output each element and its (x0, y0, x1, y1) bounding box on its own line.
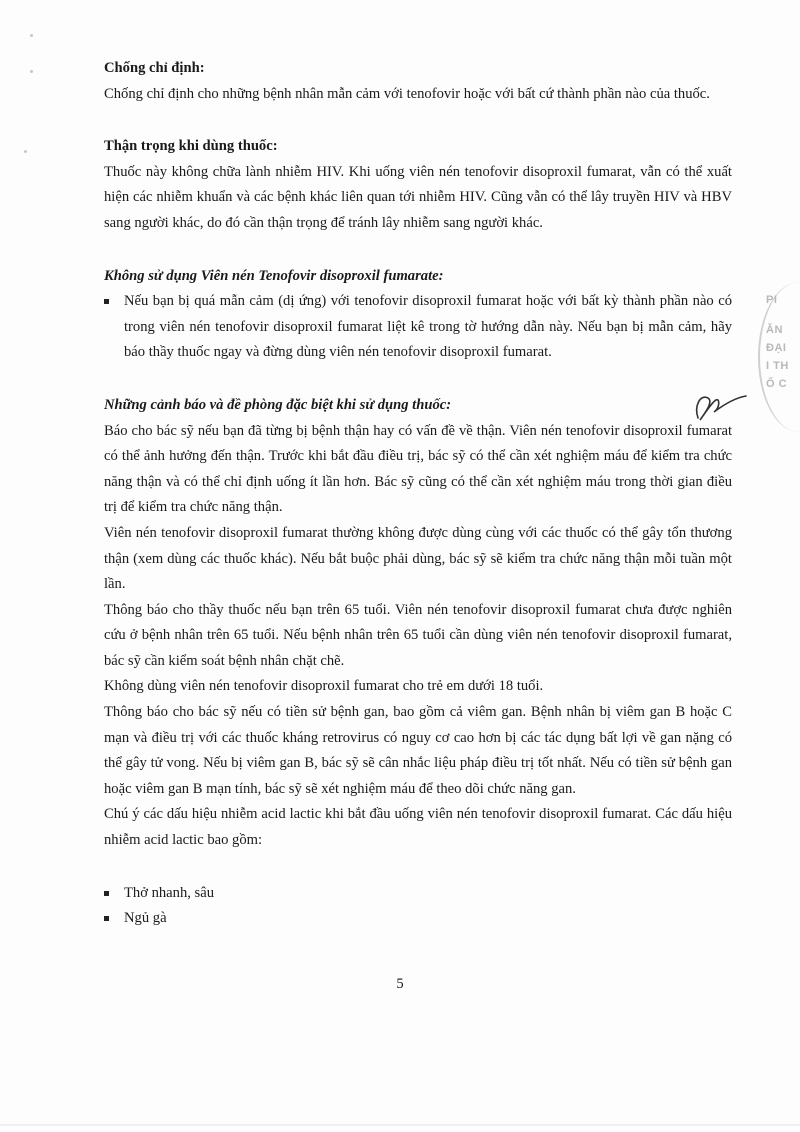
warnings-paragraph: Báo cho bác sỹ nếu bạn đã từng bị bệnh thận hay có vấn đề về thận. Viên nén tenofovir disoproxil fumarat có thể ảnh hưởng đến thận. Trước khi bắt đầu điều trị, bác sỹ có thể cần xét nghiệm máu để kiểm tra chức năng thận và có thể chỉ định uống ít lần hơn. Bác sỹ cũng có thể cần xét nghiệm máu trong thời gian điều trị để kiểm tra chức năng thận. (104, 422, 732, 516)
precautions-heading: Thận trọng khi dùng thuốc: (104, 138, 278, 155)
warnings-heading: Những cảnh báo và đề phòng đặc biệt khi sử dụng thuốc: (104, 396, 452, 413)
warnings-paragraph: Thông báo cho thầy thuốc nếu bạn trên 65 tuổi. Viên nén tenofovir disoproxil fumarat chưa được nghiên cứu ở bệnh nhân trên 65 tuổi. Nếu bệnh nhân trên 65 tuổi cần dùng viên nén tenofovir disoproxil fumarat, bác sỹ cần kiểm soát bệnh nhân chặt chẽ. (104, 601, 732, 669)
precautions-text: Thuốc này không chữa lành nhiễm HIV. Khi uống viên nén tenofovir disoproxil fumarat, vẫn có thể xuất hiện các nhiễm khuẩn và các bệnh khác liên quan tới nhiễm HIV. Cũng vẫn có thể lây truyền HIV và HBV sang người khác, do đó cần thận trọng để tránh lây nhiễm sang người khác. (104, 163, 732, 231)
list-item: Nếu bạn bị quá mẫn cảm (dị ứng) với tenofovir disoproxil fumarat hoặc với bất kỳ thành phần nào có trong viên nén tenofovir disoproxil fumarat liệt kê trong tờ hướng dẫn này. Nếu bạn bị mẫn cảm, hãy báo thầy thuốc ngay và đừng dùng viên nén tenofovir disoproxil fumarat. (104, 289, 732, 366)
stamp-fragment: PI ĂN ĐẠI I TH Ố C (758, 282, 800, 432)
do-not-use-heading: Không sử dụng Viên nén Tenofovir disoproxil fumarate: (104, 267, 444, 284)
warnings-paragraph: Thông báo cho bác sỹ nếu có tiền sử bệnh gan, bao gồm cả viêm gan. Bệnh nhân bị viêm gan B hoặc C mạn và điều trị với các thuốc kháng retrovirus có nguy cơ cao hơn bị các tác dụng bất lợi về gan nặng có thể gây tử vong. Nếu bị viêm gan B, bác sỹ sẽ cân nhắc liệu pháp điều trị tốt nhất. Nếu có tiền sử bệnh gan hoặc viêm gan B mạn tính, bác sỹ sẽ xét nghiệm máu để theo dõi chức năng gan. (104, 704, 732, 797)
margin-dot (24, 150, 27, 153)
warnings-paragraph: Viên nén tenofovir disoproxil fumarat thường không được dùng cùng với các thuốc có thể gây tổn thương thận (xem dùng các thuốc khác). Nếu bắt buộc phải dùng, bác sỹ sẽ kiểm tra chức năng thận mỗi tuần một lần. (104, 524, 732, 593)
warnings-paragraph: Không dùng viên nén tenofovir disoproxil fumarat cho trẻ em dưới 18 tuổi. (104, 678, 544, 695)
lactic-acidosis-symptoms-list (104, 881, 732, 932)
handwritten-signature (690, 388, 750, 433)
page-number: 5 (396, 976, 404, 992)
document-body (104, 56, 732, 932)
page-edge (0, 1124, 800, 1126)
contraindications-heading: Chống chỉ định: (104, 60, 205, 76)
warnings-paragraph: Chú ý các dấu hiệu nhiễm acid lactic khi bắt đầu uống viên nén tenofovir disoproxil fumarat. Các dấu hiệu nhiễm acid lactic bao gồm: (104, 806, 732, 849)
contraindications-text: Chống chỉ định cho những bệnh nhân mẫn cảm với tenofovir hoặc với bất cứ thành phần nào của thuốc. (104, 85, 710, 102)
list-item: Thở nhanh, sâu (104, 881, 732, 907)
margin-dot (30, 70, 33, 73)
do-not-use-list (104, 289, 732, 366)
margin-dot (30, 34, 33, 37)
list-item: Ngủ gà (104, 906, 732, 932)
